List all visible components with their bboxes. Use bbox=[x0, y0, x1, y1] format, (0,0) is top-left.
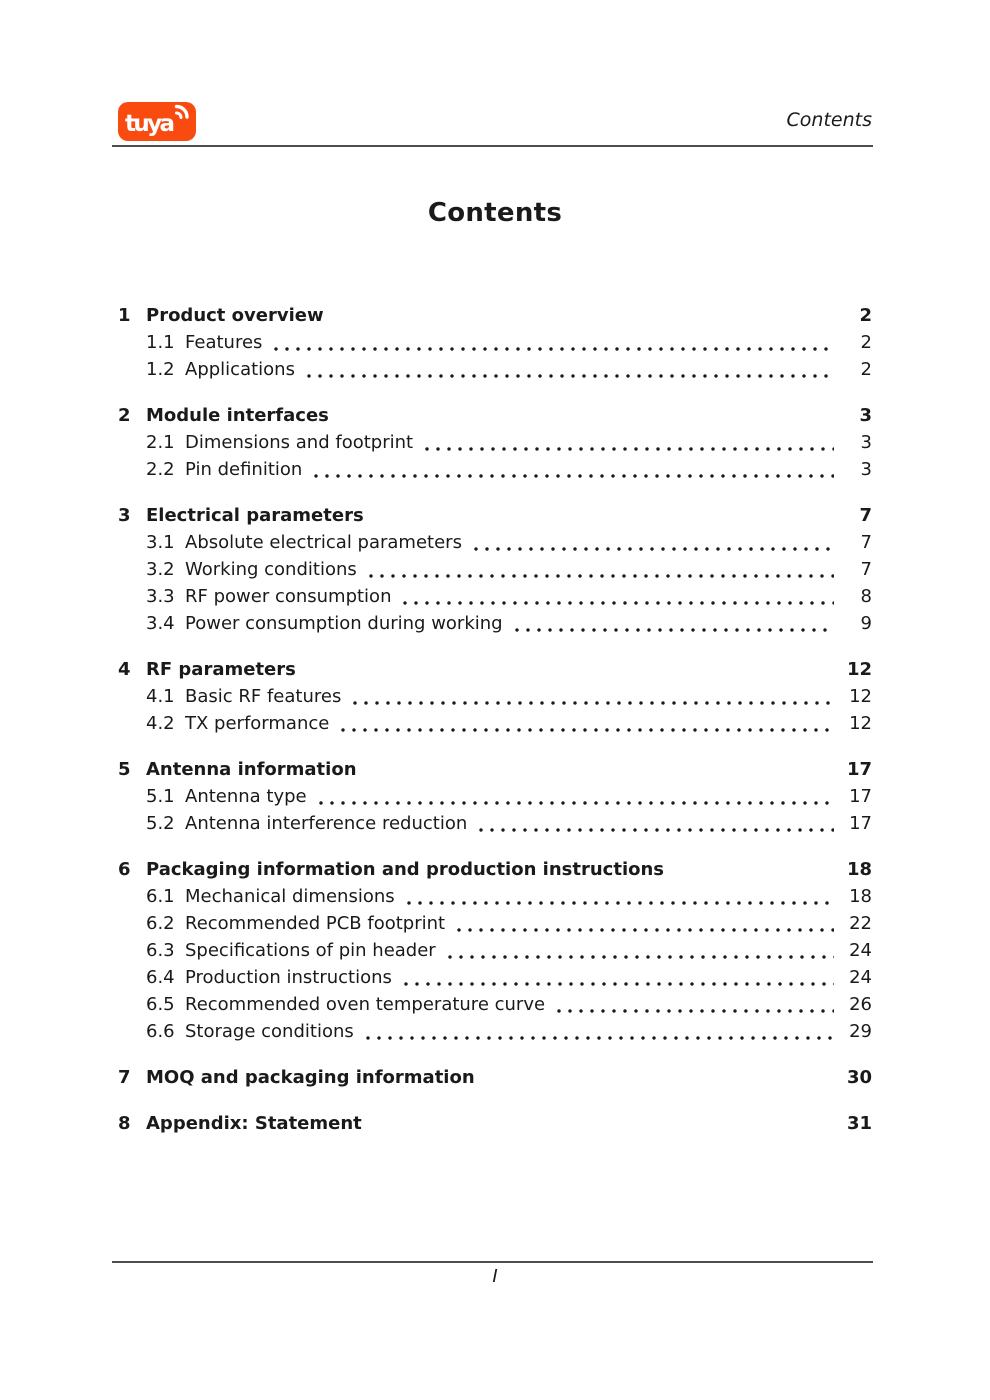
entry-number: 4.1 bbox=[146, 686, 175, 707]
entry-page-number: 17 bbox=[849, 813, 872, 834]
toc-entry[interactable] bbox=[118, 810, 872, 837]
entry-page-number: 2 bbox=[860, 359, 872, 380]
section-page-number: 12 bbox=[846, 659, 872, 680]
entry-page-number: 24 bbox=[849, 967, 872, 988]
toc-section bbox=[118, 502, 872, 637]
toc-section-heading[interactable] bbox=[118, 1064, 872, 1091]
section-page-number: 17 bbox=[846, 759, 872, 780]
toc-section-heading[interactable] bbox=[118, 856, 872, 883]
toc-entry[interactable] bbox=[118, 991, 872, 1018]
section-title: Antenna information bbox=[146, 759, 357, 780]
footer-page-number: I bbox=[492, 1266, 498, 1287]
toc-section-heading[interactable] bbox=[118, 1110, 872, 1137]
section-number: 2 bbox=[118, 405, 131, 426]
toc-section bbox=[118, 656, 872, 737]
leader-space bbox=[329, 402, 846, 429]
dot-leader bbox=[476, 810, 834, 837]
entry-number: 3.1 bbox=[146, 532, 175, 553]
leader-space bbox=[475, 1064, 846, 1091]
running-header-title: Contents bbox=[786, 109, 872, 131]
toc-section bbox=[118, 856, 872, 1045]
toc-entry[interactable] bbox=[118, 910, 872, 937]
entry-number: 5.1 bbox=[146, 786, 175, 807]
entry-title: Power consumption during working bbox=[185, 613, 503, 634]
dot-leader bbox=[304, 356, 834, 383]
toc-section-heading[interactable] bbox=[118, 756, 872, 783]
toc-entry[interactable] bbox=[118, 556, 872, 583]
entry-page-number: 3 bbox=[860, 432, 872, 453]
entry-title: Specifications of pin header bbox=[185, 940, 436, 961]
dot-leader bbox=[316, 783, 834, 810]
dot-leader bbox=[271, 329, 834, 356]
entry-page-number: 22 bbox=[849, 913, 872, 934]
entry-page-number: 18 bbox=[849, 886, 872, 907]
page-title: Contents bbox=[427, 198, 563, 228]
toc-entry[interactable] bbox=[118, 883, 872, 910]
section-number: 8 bbox=[118, 1113, 131, 1134]
entry-number: 6.2 bbox=[146, 913, 175, 934]
entry-number: 2.2 bbox=[146, 459, 175, 480]
section-number: 4 bbox=[118, 659, 131, 680]
toc-entry[interactable] bbox=[118, 964, 872, 991]
entry-page-number: 12 bbox=[849, 713, 872, 734]
entry-number: 6.4 bbox=[146, 967, 175, 988]
section-title: Appendix: Statement bbox=[146, 1113, 362, 1134]
entry-number: 6.5 bbox=[146, 994, 175, 1015]
toc-entry[interactable] bbox=[118, 610, 872, 637]
leader-space bbox=[364, 502, 846, 529]
toc-entry[interactable] bbox=[118, 329, 872, 356]
entry-page-number: 3 bbox=[860, 459, 872, 480]
toc-entry[interactable] bbox=[118, 1018, 872, 1045]
toc-section-heading[interactable] bbox=[118, 502, 872, 529]
section-number: 5 bbox=[118, 759, 131, 780]
entry-page-number: 2 bbox=[860, 332, 872, 353]
entry-title: Dimensions and footprint bbox=[185, 432, 414, 453]
section-number: 6 bbox=[118, 859, 131, 880]
dot-leader bbox=[554, 991, 834, 1018]
entry-number: 6.3 bbox=[146, 940, 175, 961]
entry-page-number: 7 bbox=[860, 559, 872, 580]
entry-number: 6.6 bbox=[146, 1021, 175, 1042]
section-title: Module interfaces bbox=[146, 405, 329, 426]
toc-entry[interactable] bbox=[118, 937, 872, 964]
entry-title: Working conditions bbox=[185, 559, 357, 580]
section-page-number: 30 bbox=[846, 1067, 872, 1088]
dot-leader bbox=[454, 910, 834, 937]
dot-leader bbox=[363, 1018, 834, 1045]
entry-number: 3.4 bbox=[146, 613, 175, 634]
toc-entry[interactable] bbox=[118, 529, 872, 556]
entry-title: Antenna type bbox=[185, 786, 307, 807]
toc-section-heading[interactable] bbox=[118, 302, 872, 329]
entry-number: 3.2 bbox=[146, 559, 175, 580]
footer-rule bbox=[112, 1261, 873, 1263]
section-page-number: 3 bbox=[859, 405, 872, 426]
section-number: 1 bbox=[118, 305, 131, 326]
entry-title: Absolute electrical parameters bbox=[185, 532, 462, 553]
entry-title: Basic RF features bbox=[185, 686, 342, 707]
dot-leader bbox=[422, 429, 834, 456]
entry-title: Features bbox=[185, 332, 263, 353]
entry-title: Applications bbox=[185, 359, 295, 380]
toc bbox=[118, 302, 872, 1137]
entry-number: 6.1 bbox=[146, 886, 175, 907]
entry-title: Production instructions bbox=[185, 967, 392, 988]
dot-leader bbox=[311, 456, 834, 483]
section-page-number: 2 bbox=[859, 305, 872, 326]
dot-leader bbox=[512, 610, 834, 637]
entry-page-number: 17 bbox=[849, 786, 872, 807]
toc-section bbox=[118, 756, 872, 837]
dot-leader bbox=[366, 556, 834, 583]
leader-space bbox=[362, 1110, 846, 1137]
toc-section bbox=[118, 302, 872, 383]
entry-page-number: 26 bbox=[849, 994, 872, 1015]
entry-page-number: 29 bbox=[849, 1021, 872, 1042]
dot-leader bbox=[445, 937, 834, 964]
toc-section bbox=[118, 1110, 872, 1137]
entry-number: 5.2 bbox=[146, 813, 175, 834]
section-page-number: 7 bbox=[859, 505, 872, 526]
toc-section bbox=[118, 402, 872, 483]
leader-space bbox=[357, 756, 846, 783]
leader-space bbox=[664, 856, 846, 883]
section-page-number: 31 bbox=[846, 1113, 872, 1134]
entry-title: Recommended oven temperature curve bbox=[185, 994, 546, 1015]
entry-number: 3.3 bbox=[146, 586, 175, 607]
dot-leader bbox=[404, 883, 834, 910]
tuya-logo-svg bbox=[118, 102, 196, 141]
section-number: 3 bbox=[118, 505, 131, 526]
toc-entry[interactable] bbox=[118, 683, 872, 710]
section-title: RF parameters bbox=[146, 659, 296, 680]
entry-number: 4.2 bbox=[146, 713, 175, 734]
section-title: Electrical parameters bbox=[146, 505, 364, 526]
dot-leader bbox=[400, 583, 834, 610]
entry-page-number: 24 bbox=[849, 940, 872, 961]
entry-page-number: 8 bbox=[860, 586, 872, 607]
entry-title: Storage conditions bbox=[185, 1021, 354, 1042]
entry-number: 1.2 bbox=[146, 359, 175, 380]
leader-space bbox=[324, 302, 846, 329]
toc-section bbox=[118, 1064, 872, 1091]
entry-number: 1.1 bbox=[146, 332, 175, 353]
entry-page-number: 9 bbox=[860, 613, 872, 634]
toc-entry[interactable] bbox=[118, 456, 872, 483]
entry-title: RF power consumption bbox=[185, 586, 392, 607]
toc-entry[interactable] bbox=[118, 429, 872, 456]
section-title: MOQ and packaging information bbox=[146, 1067, 475, 1088]
logo-wordmark: tuya bbox=[125, 111, 175, 137]
dot-leader bbox=[471, 529, 834, 556]
toc-entry[interactable] bbox=[118, 583, 872, 610]
section-title: Packaging information and production instructions bbox=[146, 859, 665, 880]
entry-number: 2.1 bbox=[146, 432, 175, 453]
section-page-number: 18 bbox=[846, 859, 872, 880]
toc-section-heading[interactable] bbox=[118, 402, 872, 429]
entry-title: Pin definition bbox=[185, 459, 303, 480]
section-title: Product overview bbox=[146, 305, 324, 326]
entry-title: Antenna interference reduction bbox=[185, 813, 468, 834]
toc-entry[interactable] bbox=[118, 710, 872, 737]
toc-entry[interactable] bbox=[118, 783, 872, 810]
leader-space bbox=[296, 656, 846, 683]
entry-title: Recommended PCB footprint bbox=[185, 913, 446, 934]
header-rule bbox=[112, 145, 873, 147]
dot-leader bbox=[350, 683, 834, 710]
dot-leader bbox=[401, 964, 834, 991]
entry-title: Mechanical dimensions bbox=[185, 886, 395, 907]
toc-section-heading[interactable] bbox=[118, 656, 872, 683]
dot-leader bbox=[338, 710, 834, 737]
entry-title: TX performance bbox=[185, 713, 330, 734]
tuya-logo bbox=[118, 102, 196, 141]
entry-page-number: 12 bbox=[849, 686, 872, 707]
entry-page-number: 7 bbox=[860, 532, 872, 553]
toc-entry[interactable] bbox=[118, 356, 872, 383]
section-number: 7 bbox=[118, 1067, 131, 1088]
